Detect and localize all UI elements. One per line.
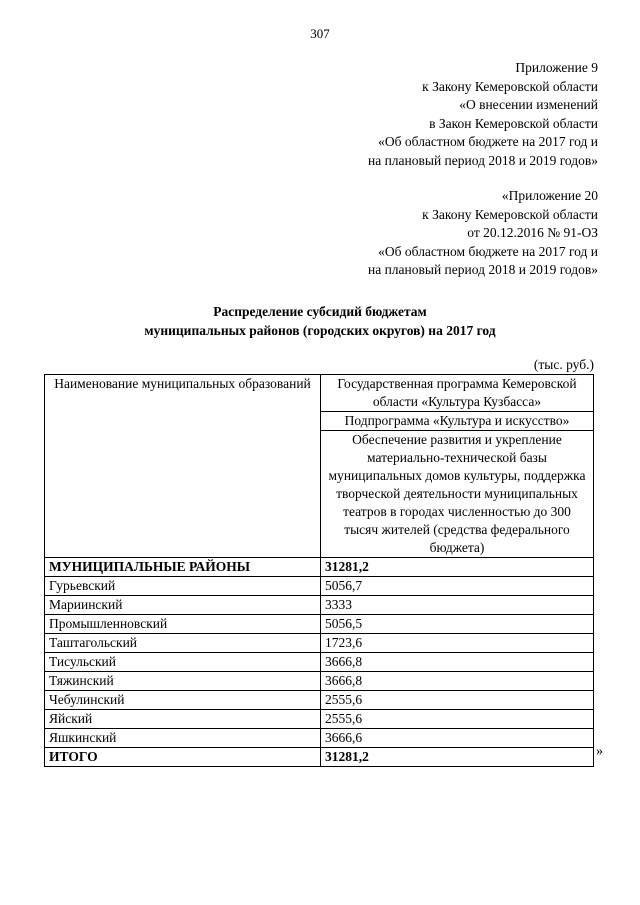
appendix-20-header bbox=[368, 187, 598, 280]
section-name: МУНИЦИПАЛЬНЫЕ РАЙОНЫ bbox=[45, 558, 321, 577]
table-header-row bbox=[45, 375, 594, 412]
total-name: ИТОГО bbox=[45, 748, 321, 767]
row-name: Тяжинский bbox=[45, 672, 321, 691]
title-line: Распределение субсидий бюджетам bbox=[213, 304, 427, 319]
row-name: Промышленновский bbox=[45, 615, 321, 634]
row-value: 3333 bbox=[321, 596, 594, 615]
appendix-line: «Приложение 20 bbox=[501, 188, 598, 203]
header-program: Государственная программа Кемеровской области «Культура Кузбасса» bbox=[321, 375, 594, 412]
table-total-row bbox=[45, 748, 594, 767]
appendix-line: «Об областном бюджете на 2017 год и bbox=[378, 134, 598, 150]
row-value: 5056,5 bbox=[321, 615, 594, 634]
appendix-line: к Закону Кемеровской области bbox=[422, 206, 598, 222]
closing-quote: » bbox=[596, 744, 603, 759]
appendix-line: «Об областном бюджете на 2017 год и bbox=[378, 243, 598, 259]
row-name: Тисульский bbox=[45, 653, 321, 672]
appendix-line: в Закон Кемеровской области bbox=[429, 115, 598, 131]
row-name: Чебулинский bbox=[45, 691, 321, 710]
total-value: 31281,2 bbox=[321, 748, 594, 767]
appendix-9-header bbox=[368, 59, 598, 171]
subsidy-table bbox=[44, 374, 594, 767]
appendix-line: «О внесении изменений bbox=[459, 97, 598, 113]
appendix-line: на плановый период 2018 и 2019 годов» bbox=[367, 262, 598, 278]
row-value: 1723,6 bbox=[321, 634, 594, 653]
table-row bbox=[45, 729, 594, 748]
appendix-line: к Закону Кемеровской области bbox=[422, 78, 598, 94]
table-row bbox=[45, 596, 594, 615]
header-measure: Обеспечение развития и укрепление материально-технической базы муниципальных домов культуры, поддержка творческой деятельности муниципальных театров в городах численностью до 300 тысяч жителей (средства федерального бюджета) bbox=[321, 431, 594, 558]
appendix-line: от 20.12.2016 № 91-ОЗ bbox=[467, 225, 598, 241]
row-value: 3666,8 bbox=[321, 653, 594, 672]
document-title bbox=[0, 303, 640, 340]
title-line: муниципальных районов (городских округов) на 2017 год bbox=[144, 322, 496, 338]
table-row bbox=[45, 615, 594, 634]
table-row bbox=[45, 634, 594, 653]
units-label: (тыс. руб.) bbox=[533, 357, 594, 372]
row-name: Яшкинский bbox=[45, 729, 321, 748]
table-row bbox=[45, 710, 594, 729]
table-row bbox=[45, 691, 594, 710]
row-name: Гурьевский bbox=[45, 577, 321, 596]
header-name: Наименование муниципальных образований bbox=[45, 375, 321, 558]
page-number: 307 bbox=[310, 26, 330, 41]
row-name: Яйский bbox=[45, 710, 321, 729]
appendix-line: Приложение 9 bbox=[515, 60, 598, 75]
row-name: Таштагольский bbox=[45, 634, 321, 653]
row-value: 3666,6 bbox=[321, 729, 594, 748]
section-value: 31281,2 bbox=[321, 558, 594, 577]
table-row bbox=[45, 672, 594, 691]
appendix-line: на плановый период 2018 и 2019 годов» bbox=[367, 152, 598, 168]
row-value: 2555,6 bbox=[321, 710, 594, 729]
table-row bbox=[45, 653, 594, 672]
table-row bbox=[45, 577, 594, 596]
row-value: 3666,8 bbox=[321, 672, 594, 691]
row-value: 5056,7 bbox=[321, 577, 594, 596]
table-section-row bbox=[45, 558, 594, 577]
row-name: Мариинский bbox=[45, 596, 321, 615]
row-value: 2555,6 bbox=[321, 691, 594, 710]
header-subprogram: Подпрограмма «Культура и искусство» bbox=[321, 412, 594, 431]
